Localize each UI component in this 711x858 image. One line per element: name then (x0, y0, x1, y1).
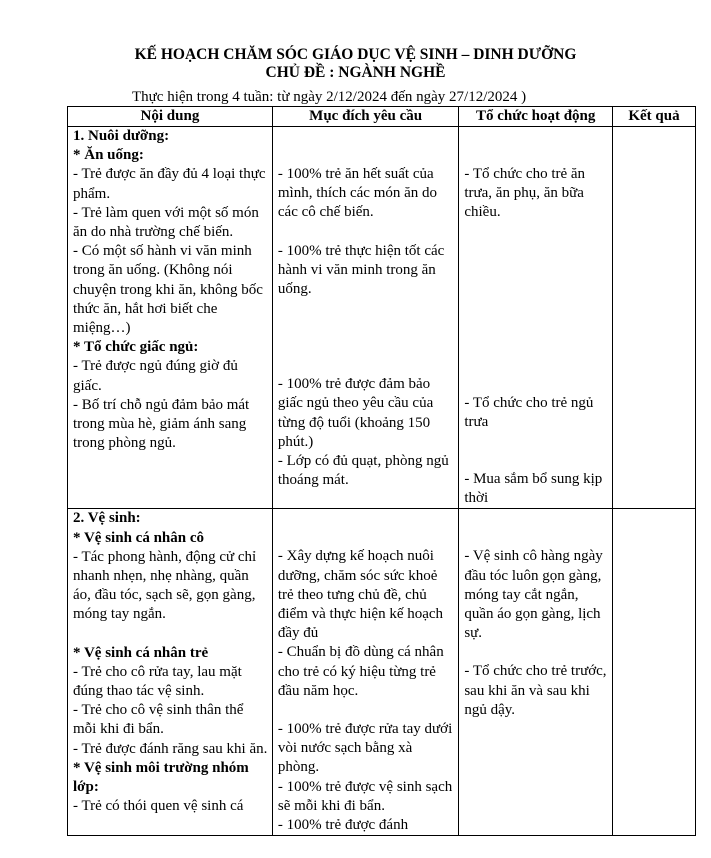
table-header-row (68, 107, 696, 127)
list-item: - Trẻ có thói quen vệ sinh cá (73, 798, 244, 815)
document-period: Thực hiện trong 4 tuần: từ ngày 2/12/2024 đến ngày 27/12/2024 ) (132, 89, 527, 105)
list-item: - Trẻ được đánh răng sau khi ăn. (73, 740, 268, 757)
list-item: - Tác phong hành, động cử chỉ nhanh nhẹn, nhẹ nhàng, quần áo, đầu tóc, sạch sẽ, gọn gàng, móng tay ngắn. (73, 548, 257, 623)
header-result: Kết quả (613, 107, 696, 127)
list-item: - Tổ chức cho trẻ ngủ trưa (464, 394, 594, 430)
list-item: - Mua sắm bổ sung kịp thời (464, 471, 603, 507)
list-item: - Bố trí chỗ ngủ đảm bảo mát trong mùa hè, giảm ánh sang trong phòng ngủ. (73, 396, 250, 452)
list-item: - Vệ sinh cô hàng ngày đầu tóc luôn gọn gàng, móng tay cắt ngắn, quần áo gọn gàng, lịch sự. (464, 548, 603, 642)
nutrition-content-cell (68, 127, 273, 509)
list-item: - Trẻ làm quen với một số món ăn do nhà trường chế biến. (73, 204, 259, 241)
nutrition-purpose-cell (272, 127, 458, 509)
list-item: - Trẻ cho cô rửa tay, lau mặt đúng thao tác vệ sinh. (73, 663, 242, 700)
subsection-heading: * Vệ sinh cá nhân trẻ (73, 644, 209, 661)
section-heading: 2. Vệ sinh: (73, 510, 141, 527)
list-item: - Trẻ được ăn đầy đủ 4 loại thực phẩm. (73, 166, 266, 202)
header-purpose: Mục đích yêu cầu (272, 107, 458, 127)
table-row-nutrition (68, 127, 696, 509)
list-item: - Trẻ cho cô vệ sinh thân thể mỗi khi đi bẩn. (73, 702, 244, 738)
subsection-heading: * Vệ sinh cá nhân cô (73, 529, 205, 546)
subsection-heading: * Vệ sinh môi trường nhóm lớp: (73, 759, 249, 796)
list-item: - Lớp có đủ quạt, phòng ngủ thoáng mát. (277, 453, 449, 489)
list-item: - 100% trẻ ăn hết suất của mình, thích các món ăn do các cô chế biến. (277, 166, 438, 221)
nutrition-activities-cell (459, 127, 613, 509)
header-content: Nội dung (68, 107, 273, 127)
hygiene-purpose-cell (272, 509, 458, 836)
list-item: - 100% trẻ được vệ sinh sạch sẽ mỗi khi đi bẩn. (277, 778, 453, 814)
subsection-heading: * Ăn uống: (73, 147, 144, 164)
list-item: - 100% trẻ được đánh (277, 817, 409, 834)
list-item: - Trẻ được ngủ đúng giờ đủ giấc. (73, 358, 238, 394)
list-item: - Tổ chức cho trẻ trước, sau khi ăn và sau khi ngủ dậy. (464, 663, 607, 718)
list-item: - 100% trẻ thực hiện tốt các hành vi văn minh trong ăn uống. (277, 242, 445, 298)
hygiene-result-cell (613, 509, 696, 836)
section-heading: 1. Nuôi dưỡng: (73, 128, 170, 144)
document-title: KẾ HOẠCH CHĂM SÓC GIÁO DỤC VỆ SINH – DINH DƯỠNG (134, 46, 577, 63)
list-item: - Tổ chức cho trẻ ăn trưa, ăn phụ, ăn bữa chiều. (464, 166, 586, 221)
list-item: - Xây dựng kế hoạch nuôi dưỡng, chăm sóc sức khoẻ trẻ theo tưng chủ đề, chủ điểm và thực hiện kế hoạch đầy đủ (277, 548, 444, 642)
table-row-hygiene (68, 509, 696, 836)
care-plan-table (67, 106, 696, 836)
header-activities: Tổ chức hoạt động (459, 107, 613, 127)
list-item: - Có một số hành vi văn minh trong ăn uống. (Không nói chuyện trong khi ăn, không bốc thức ăn, hắt hơi biết che miệng…) (73, 243, 263, 337)
list-item: - 100% trẻ được đảm bảo giấc ngủ theo yêu cầu của từng độ tuổi (khoảng 150 phút.) (277, 376, 434, 450)
hygiene-content-cell (68, 509, 273, 836)
list-item: - Chuẩn bị đồ dùng cá nhân cho trẻ có ký hiệu từng trẻ đầu năm học. (277, 644, 444, 699)
subsection-heading: * Tổ chức giấc ngủ: (73, 339, 199, 356)
list-item: - 100% trẻ được rửa tay dưới vòi nước sạch bằng xà phòng. (277, 721, 453, 776)
hygiene-activities-cell (459, 509, 613, 836)
document-topic: CHỦ ĐỀ : NGÀNH NGHỀ (265, 64, 446, 81)
nutrition-result-cell (613, 127, 696, 509)
